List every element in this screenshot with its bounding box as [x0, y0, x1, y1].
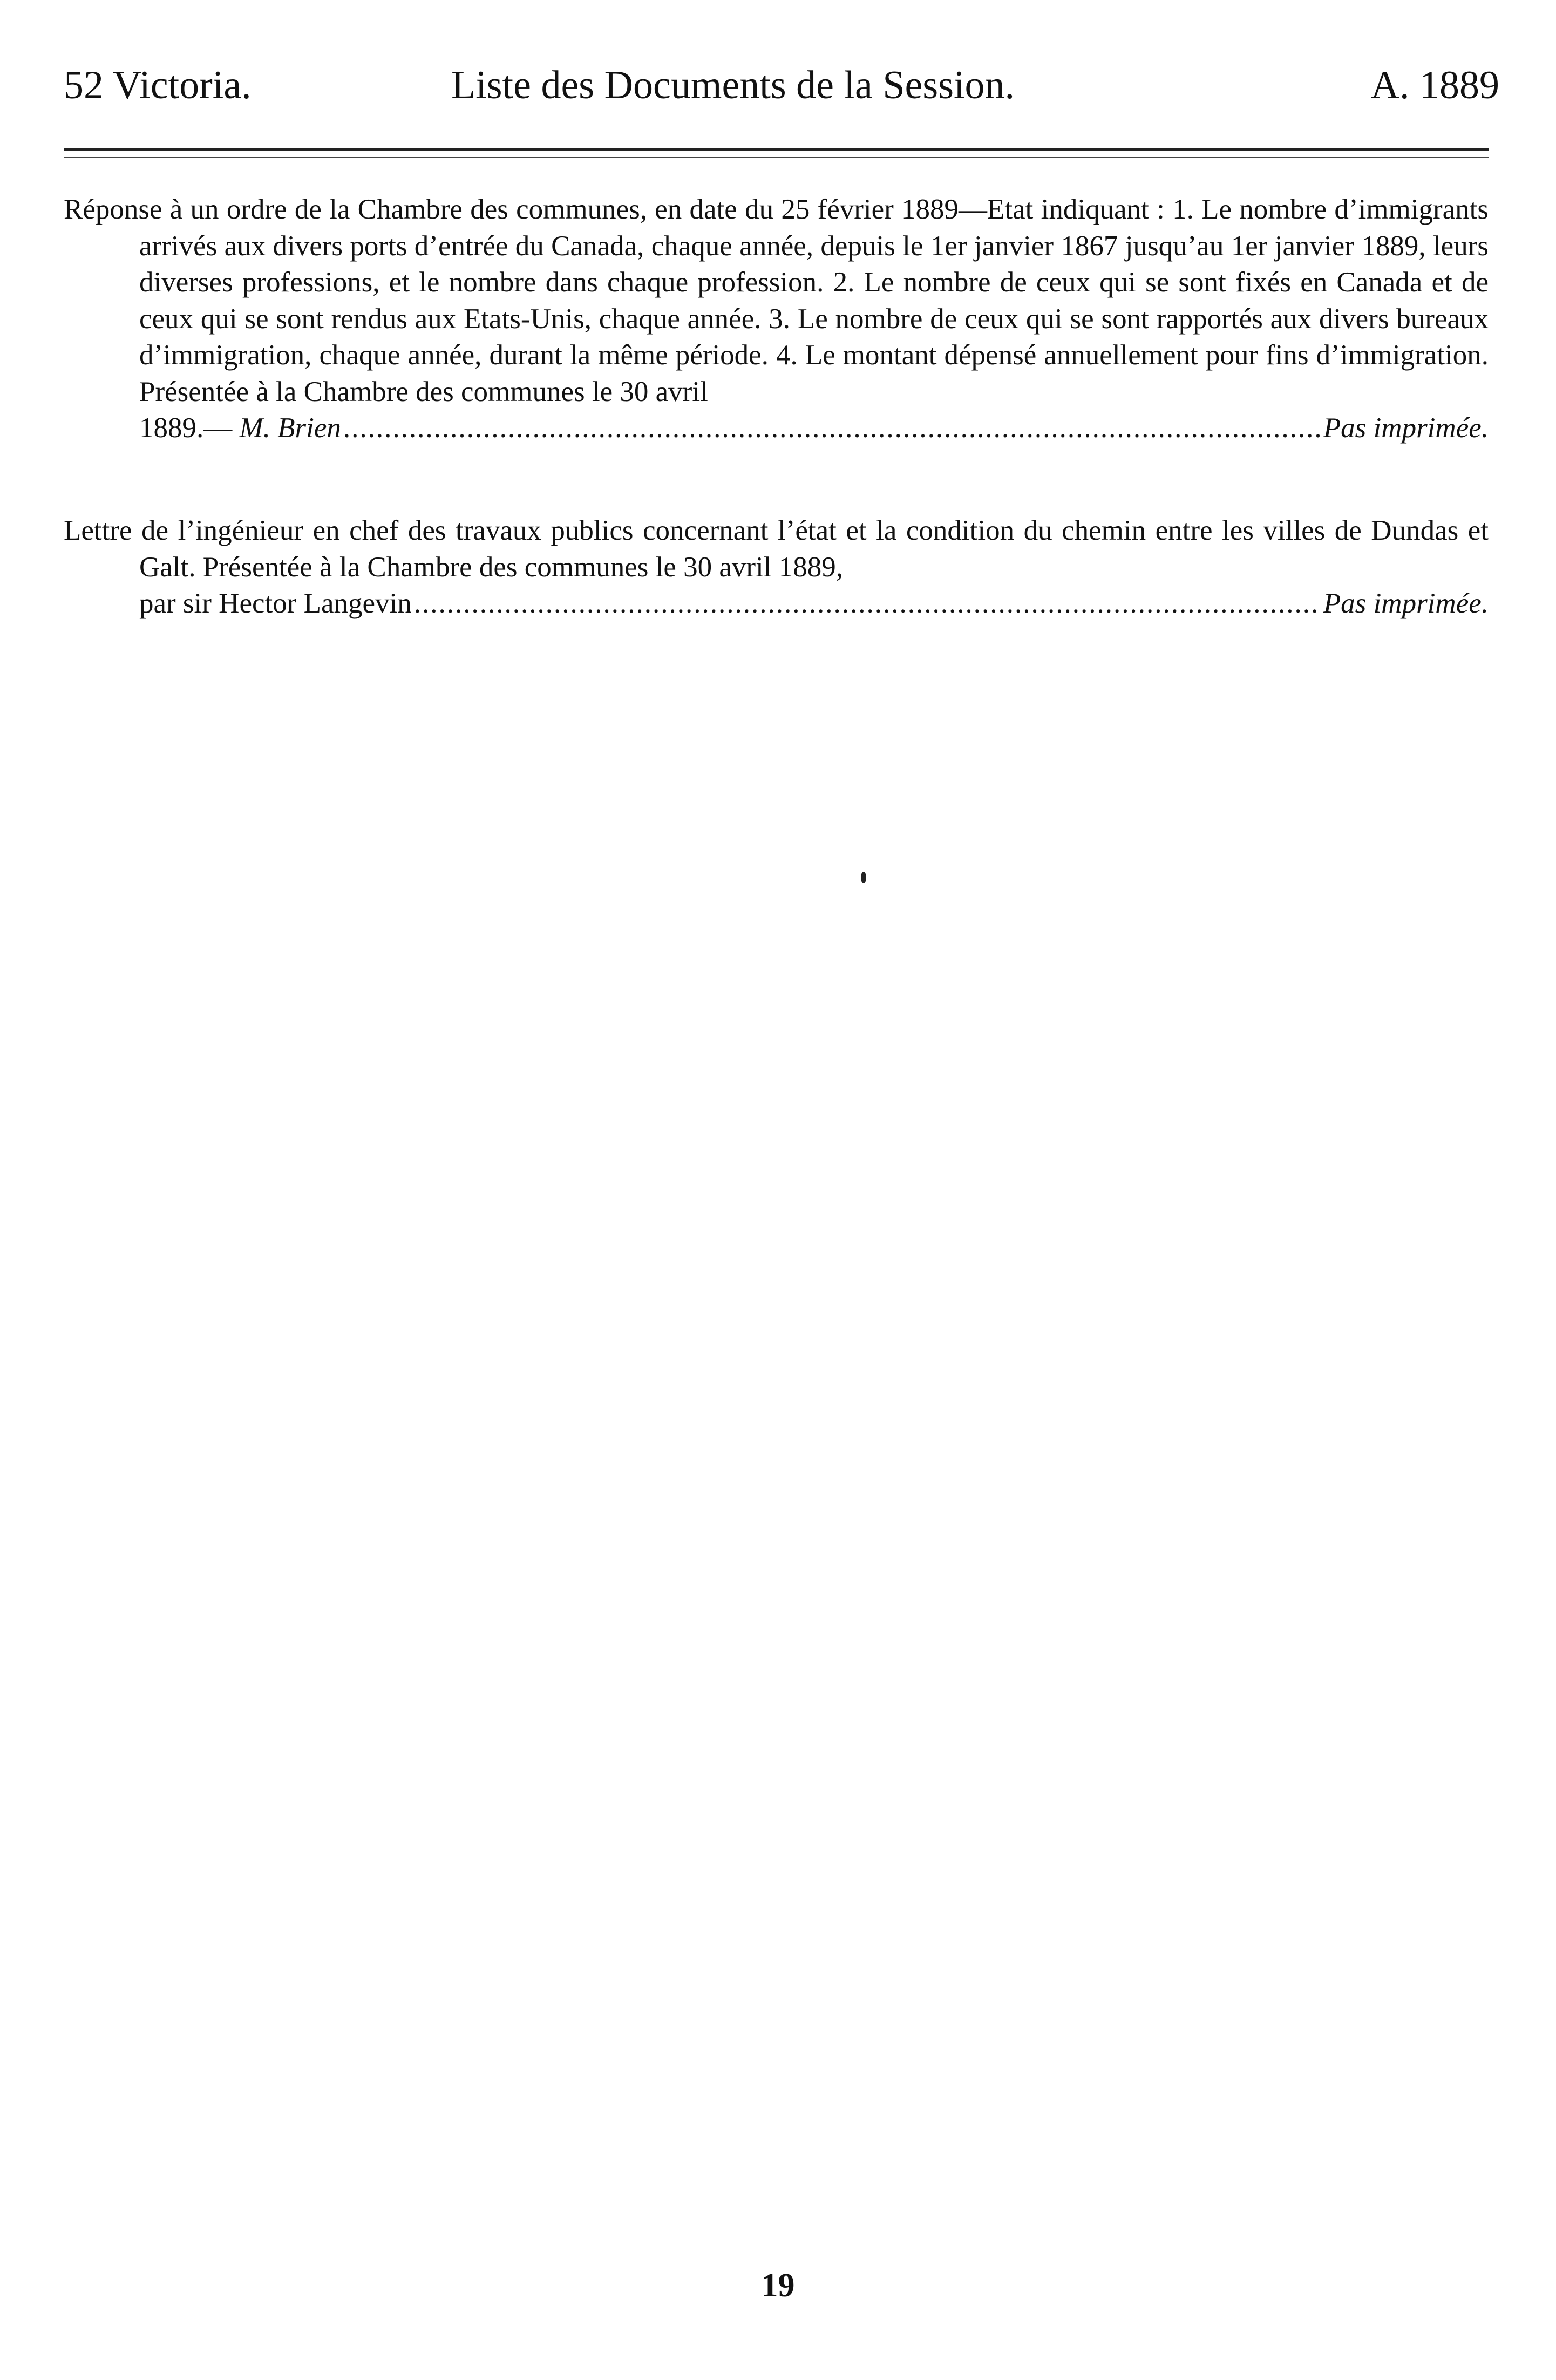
header-left: 52 Victoria.	[64, 63, 252, 107]
entry-status: Pas imprimée.	[1323, 588, 1489, 619]
dot-leader	[343, 410, 1321, 447]
ink-speck	[861, 872, 866, 883]
entry-text-block	[64, 192, 1489, 410]
header-right: A. 1889	[1370, 63, 1499, 107]
entry-footer-lead: 1889.— M. Brien	[139, 412, 341, 444]
dot-leader	[414, 586, 1321, 622]
entry-author: M. Brien	[239, 412, 341, 444]
entry-number	[0, 192, 64, 228]
page-number: 19	[761, 2267, 795, 2304]
header-rule	[64, 148, 1489, 151]
entry-footer	[139, 586, 1489, 622]
list-item	[64, 192, 1489, 447]
entry-text-block	[64, 513, 1489, 586]
entry-status: Pas imprimée.	[1323, 412, 1489, 444]
header-rule-thin	[64, 157, 1489, 158]
entry-footer-lead: par sir Hector Langevin	[139, 588, 412, 619]
list-item	[64, 513, 1489, 622]
entry-number	[0, 513, 64, 549]
entry-text: Réponse à un ordre de la Chambre des communes, en date du 25 février 1889—Etat indiquant : 1. Le nombre d’immigrants arrivés aux divers ports d’entrée du Canada, chaque année, depuis le 1er janvier 1867 jusqu’au 1er janvier 1889, leurs diverses professions, et le nombre dans chaque profession. 2. Le nombre de ceux qui se sont fixés en Canada et de ceux qui se sont rendus aux Etats-Unis, chaque année. 3. Le nombre de ceux qui se sont rapportés aux divers bureaux d’immigration, chaque année, durant la même période. 4. Le montant dépensé annuellement pour fins d’immigration. Présentée à la Chambre des communes le 30 avril	[64, 194, 1489, 407]
header-title: Liste des Documents de la Session.	[451, 63, 1015, 107]
entry-footer	[139, 410, 1489, 447]
running-header	[64, 58, 1499, 112]
entry-text: Lettre de l’ingénieur en chef des travaux publics concernant l’état et la condition du chemin entre les villes de Dundas et Galt. Présentée à la Chambre des communes le 30 avril 1889,	[64, 515, 1489, 583]
